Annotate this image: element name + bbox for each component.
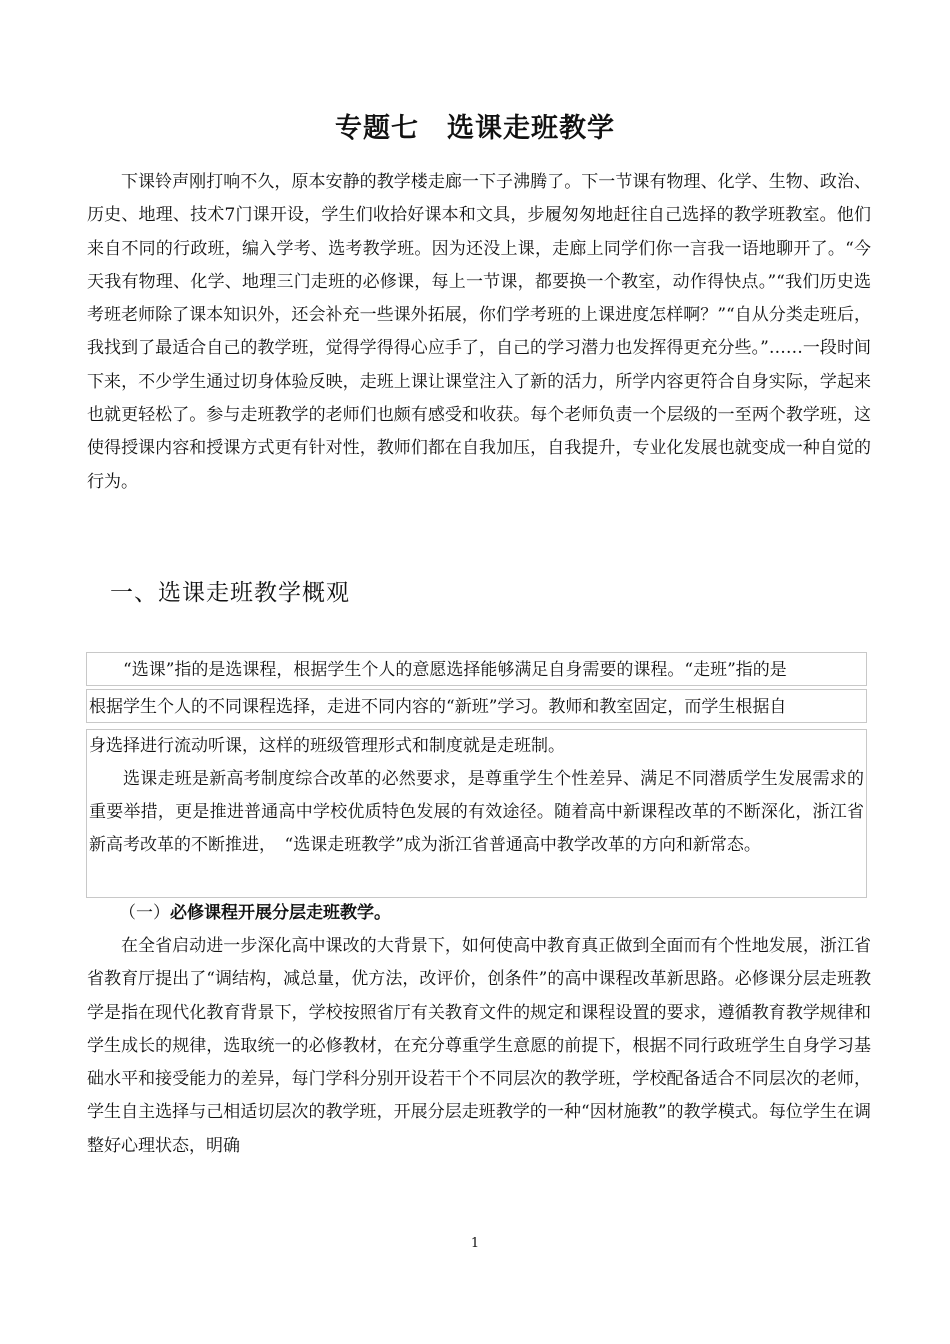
subsection-heading xyxy=(119,899,391,927)
subsection-number: （一） xyxy=(119,903,170,923)
subsection-paragraph: 在全省启动进一步深化高中课改的大背景下，如何使高中教育真正做到全面而有个性地发展，浙江省省教育厅提出了“调结构，减总量，优方法，改评价，创条件”的高中课程改革新思路。必修课分层走班教学是指在现代化教育背景下，学校按照省厅有关教育文件的规定和课程设置的要求，遵循教育教学规律和学生成长的规律，选取统一的必修教材，在充分尊重学生意愿的前提下，根据不同行政班学生自身学习基础水平和接受能力的差异，每门学科分别开设若干个不同层次的教学班，学校配备适合不同层次的老师，学生自主选择与己相适切层次的教学班，开展分层走班教学的一种“因材施教”的教学模式。每位学生在调整好心理状态，明确 xyxy=(87,936,871,1156)
page-title: 专题七 选课走班教学 xyxy=(335,113,615,145)
page-number: 1 xyxy=(470,1236,480,1251)
definition-line-1: “选课”指的是选课程，根据学生个人的意愿选择能够满足自身需要的课程。“走班”指的是 xyxy=(86,652,867,686)
reform-paragraph: 选课走班是新高考制度综合改革的必然要求，是尊重学生个性差异、满足不同潜质学生发展需求的重要举措，更是推进普通高中学校优质特色发展的有效途径。随着高中新课程改革的不断深化，浙江省新高考改革的不断推进， “选课走班教学”成为浙江省普通高中教学改革的方向和新常态。 xyxy=(89,769,864,855)
reform-box xyxy=(86,729,867,898)
definition-tail: 身选择进行流动听课，这样的班级管理形式和制度就是走班制。 xyxy=(89,736,565,756)
definition-line-2: 根据学生个人的不同课程选择，走进不同内容的“新班”学习。教师和教室固定，而学生根据自 xyxy=(86,689,867,723)
subsection-title: 必修课程开展分层走班教学。 xyxy=(170,903,391,923)
section-heading-overview: 一、选课走班教学概观 xyxy=(110,580,350,606)
intro-paragraph: 下课铃声刚打响不久，原本安静的教学楼走廊一下子沸腾了。下一节课有物理、化学、生物、政治、历史、地理、技术7门课开设，学生们收拾好课本和文具，步履匆匆地赶往自己选择的教学班教室。他们来自不同的行政班，编入学考、选考教学班。因为还没上课，走廊上同学们你一言我一语地聊开了。“今天我有物理、化学、地理三门走班的必修课，每上一节课，都要换一个教室，动作得快点。”“我们历史选考班老师除了课本知识外，还会补充一些课外拓展，你们学考班的上课进度怎样啊？”“自从分类走班后，我找到了最适合自己的教学班，觉得学得得心应手了，自己的学习潜力也发挥得更充分些。”……一段时间下来，不少学生通过切身体验反映，走班上课让课堂注入了新的活力，所学内容更符合自身实际，学起来也就更轻松了。参与走班教学的老师们也颇有感受和收获。每个老师负责一个层级的一至两个教学班，这使得授课内容和授课方式更有针对性，教师们都在自我加压，自我提升，专业化发展也就变成一种自觉的行为。 xyxy=(87,172,871,492)
